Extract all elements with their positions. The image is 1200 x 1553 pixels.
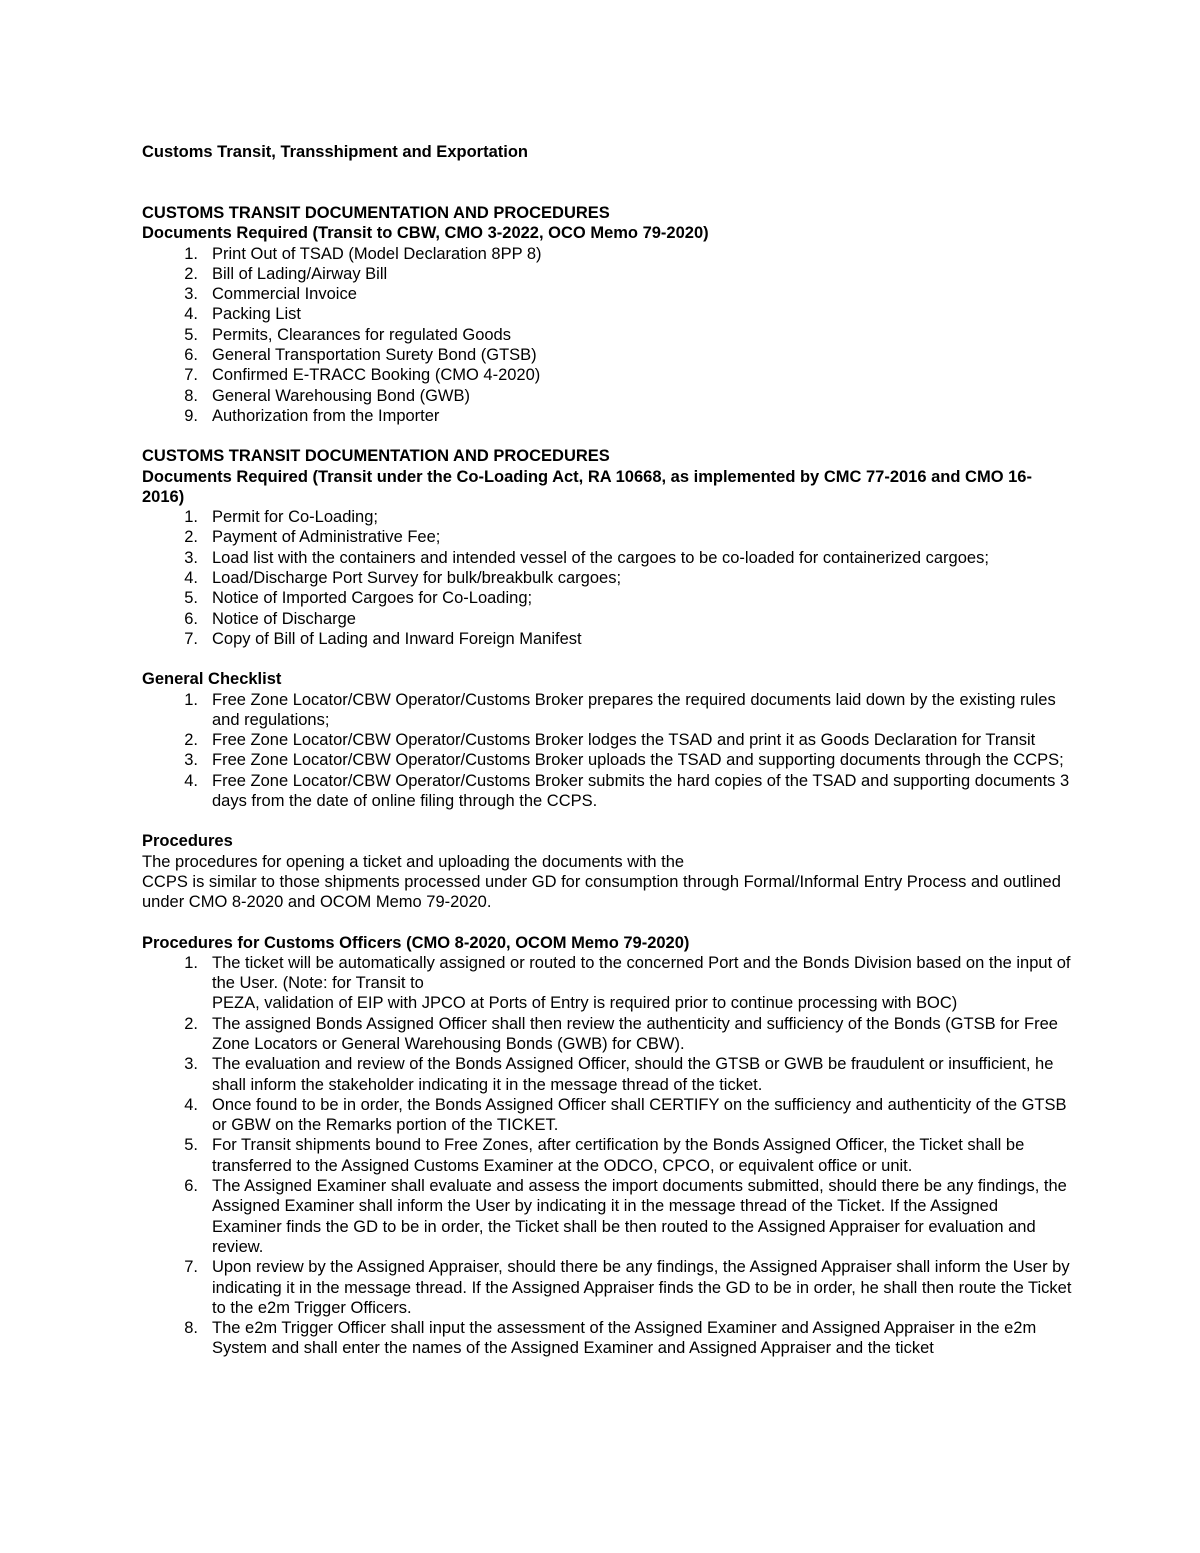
list-text: Commercial Invoice [212,285,357,304]
spacer [142,811,1072,831]
list-number: 8. [184,1319,198,1338]
list-number: 7. [184,366,198,385]
list-text: Payment of Administrative Fee; [212,528,441,547]
list-number: 4. [184,771,198,790]
list-text: General Transportation Surety Bond (GTSB) [212,346,537,365]
list-item [142,244,1072,264]
list-number: 5. [184,589,198,608]
list-text: Free Zone Locator/CBW Operator/Customs Broker uploads the TSAD and supporting documents through the CCPS; [212,751,1064,770]
spacer [142,426,1072,446]
procedures-heading: Procedures [142,832,233,851]
officers-list [142,953,1072,1359]
list-number: 5. [184,1136,198,1155]
list-text-continued: PEZA, validation of EIP with JPCO at Ports of Entry is required prior to continue processing with BOC) [212,994,958,1013]
list-text: Notice of Imported Cargoes for Co-Loading; [212,589,533,608]
section1-heading: CUSTOMS TRANSIT DOCUMENTATION AND PROCEDURES [142,204,610,222]
list-item [142,1176,1072,1257]
list-item [142,507,1072,527]
list-number: 1. [184,690,198,709]
list-item [142,325,1072,345]
list-number: 9. [184,406,198,425]
list-item [142,304,1072,324]
list-item [142,1054,1072,1095]
list-number: 1. [184,508,198,527]
list-text: Notice of Discharge [212,609,356,628]
list-item [142,690,1072,731]
list-item [142,568,1072,588]
list-text: Bill of Lading/Airway Bill [212,264,388,283]
procedures-line2: CCPS is similar to those shipments processed under GD for consumption through Formal/Informal Entry Process and outlined under CMO 8-2020 and OCOM Memo 79-2020. [142,872,1061,912]
list-text: The e2m Trigger Officer shall input the assessment of the Assigned Examiner and Assigned Appraiser in the e2m System and shall enter the names of the Assigned Examiner and Assigned Appraiser and the ticket [212,1319,1037,1358]
list-number: 3. [184,285,198,304]
officers-heading: Procedures for Customs Officers (CMO 8-2020, OCOM Memo 79-2020) [142,933,690,952]
list-text: The ticket will be automatically assigned or routed to the concerned Port and the Bonds Division based on the input of the User. (Note: for Transit to [212,953,1071,993]
list-item [142,284,1072,304]
procedures-line1: The procedures for opening a ticket and uploading the documents with the [142,852,685,871]
spacer [142,913,1072,933]
list-number: 4. [184,305,198,324]
list-number: 1. [184,953,198,972]
list-number: 4. [184,1095,198,1114]
list-text: Free Zone Locator/CBW Operator/Customs Broker lodges the TSAD and print it as Goods Declaration for Transit [212,731,1036,750]
list-text: Upon review by the Assigned Appraiser, should there be any findings, the Assigned Appraiser shall inform the User by indicating it in the message thread. If the Assigned Appraiser finds the GD to be in order, he shall then route the Ticket to the e2m Trigger Officers. [212,1258,1072,1317]
list-text: General Warehousing Bond (GWB) [212,386,470,405]
list-item [142,264,1072,284]
list-text: Confirmed E-TRACC Booking (CMO 4-2020) [212,366,541,385]
list-item [142,527,1072,547]
list-text: Packing List [212,305,301,324]
section1-subheading: Documents Required (Transit to CBW, CMO 3-2022, OCO Memo 79-2020) [142,224,709,243]
list-number: 6. [184,346,198,365]
checklist-heading: General Checklist [142,670,282,689]
list-number: 7. [184,1258,198,1277]
spacer [142,163,1072,203]
list-item [142,1095,1072,1136]
list-number: 5. [184,325,198,344]
list-number: 4. [184,569,198,588]
list-item [142,1257,1072,1318]
document-page [142,141,1072,1359]
list-item [142,345,1072,365]
list-text: Authorization from the Importer [212,406,440,425]
list-item [142,1318,1072,1359]
spacer [142,649,1072,669]
list-item [142,588,1072,608]
list-number: 8. [184,386,198,405]
list-item [142,730,1072,750]
list-number: 2. [184,1014,198,1033]
list-number: 6. [184,1177,198,1196]
list-item [142,750,1072,770]
list-number: 1. [184,244,198,263]
list-number: 7. [184,629,198,648]
list-text: Permit for Co-Loading; [212,508,378,527]
list-number: 2. [184,528,198,547]
list-text: The assigned Bonds Assigned Officer shall then review the authenticity and sufficiency of the Bonds (GTSB for Free Zone Locators or General Warehousing Bonds (GWB) for CBW). [212,1014,1058,1053]
list-text: Free Zone Locator/CBW Operator/Customs Broker prepares the required documents laid down by the existing rules and regulations; [212,690,1056,729]
list-number: 2. [184,731,198,750]
list-number: 3. [184,1055,198,1074]
list-item [142,1014,1072,1055]
list-number: 6. [184,609,198,628]
list-text: Once found to be in order, the Bonds Assigned Officer shall CERTIFY on the sufficiency and authenticity of the GTSB or GBW on the Remarks portion of the TICKET. [212,1095,1067,1135]
document-title: Customs Transit, Transshipment and Exportation [142,143,528,161]
list-text: The Assigned Examiner shall evaluate and assess the import documents submitted, should there be any findings, the Assigned Examiner shall inform the User by indicating it in the message thread of the Ticket. If the Assigned Examiner finds the GD to be in order, the Ticket shall be then routed to the Assigned Appraiser for evaluation and review. [212,1177,1067,1256]
list-item [142,1135,1072,1176]
list-item [142,365,1072,385]
list-item [142,629,1072,649]
list-text: Copy of Bill of Lading and Inward Foreign Manifest [212,629,582,648]
section2-heading: CUSTOMS TRANSIT DOCUMENTATION AND PROCEDURES [142,447,610,466]
list-text: The evaluation and review of the Bonds Assigned Officer, should the GTSB or GWB be fraudulent or insufficient, he shall inform the stakeholder indicating it in the message thread of the ticket. [212,1055,1054,1094]
list-item [142,406,1072,426]
list-item [142,771,1072,812]
section2-subheading: Documents Required (Transit under the Co-Loading Act, RA 10668, as implemented by CMC 77-2016 and CMO 16-2016) [142,467,1032,506]
list-number: 3. [184,548,198,567]
list-item [142,953,1072,1014]
list-text: Load/Discharge Port Survey for bulk/breakbulk cargoes; [212,569,622,588]
list-text: Permits, Clearances for regulated Goods [212,325,511,344]
checklist-list [142,690,1072,812]
list-text: For Transit shipments bound to Free Zones, after certification by the Bonds Assigned Officer, the Ticket shall be transferred to the Assigned Customs Examiner at the ODCO, CPCO, or equivalent office or unit. [212,1136,1025,1175]
section2-list [142,507,1072,649]
section1-list [142,244,1072,427]
list-number: 3. [184,751,198,770]
list-number: 2. [184,264,198,283]
list-text: Free Zone Locator/CBW Operator/Customs Broker submits the hard copies of the TSAD and supporting documents 3 days from the date of online filing through the CCPS. [212,771,1070,811]
list-item [142,548,1072,568]
list-text: Print Out of TSAD (Model Declaration 8PP 8) [212,244,542,263]
list-item [142,609,1072,629]
list-text: Load list with the containers and intended vessel of the cargoes to be co-loaded for containerized cargoes; [212,548,989,567]
list-item [142,386,1072,406]
